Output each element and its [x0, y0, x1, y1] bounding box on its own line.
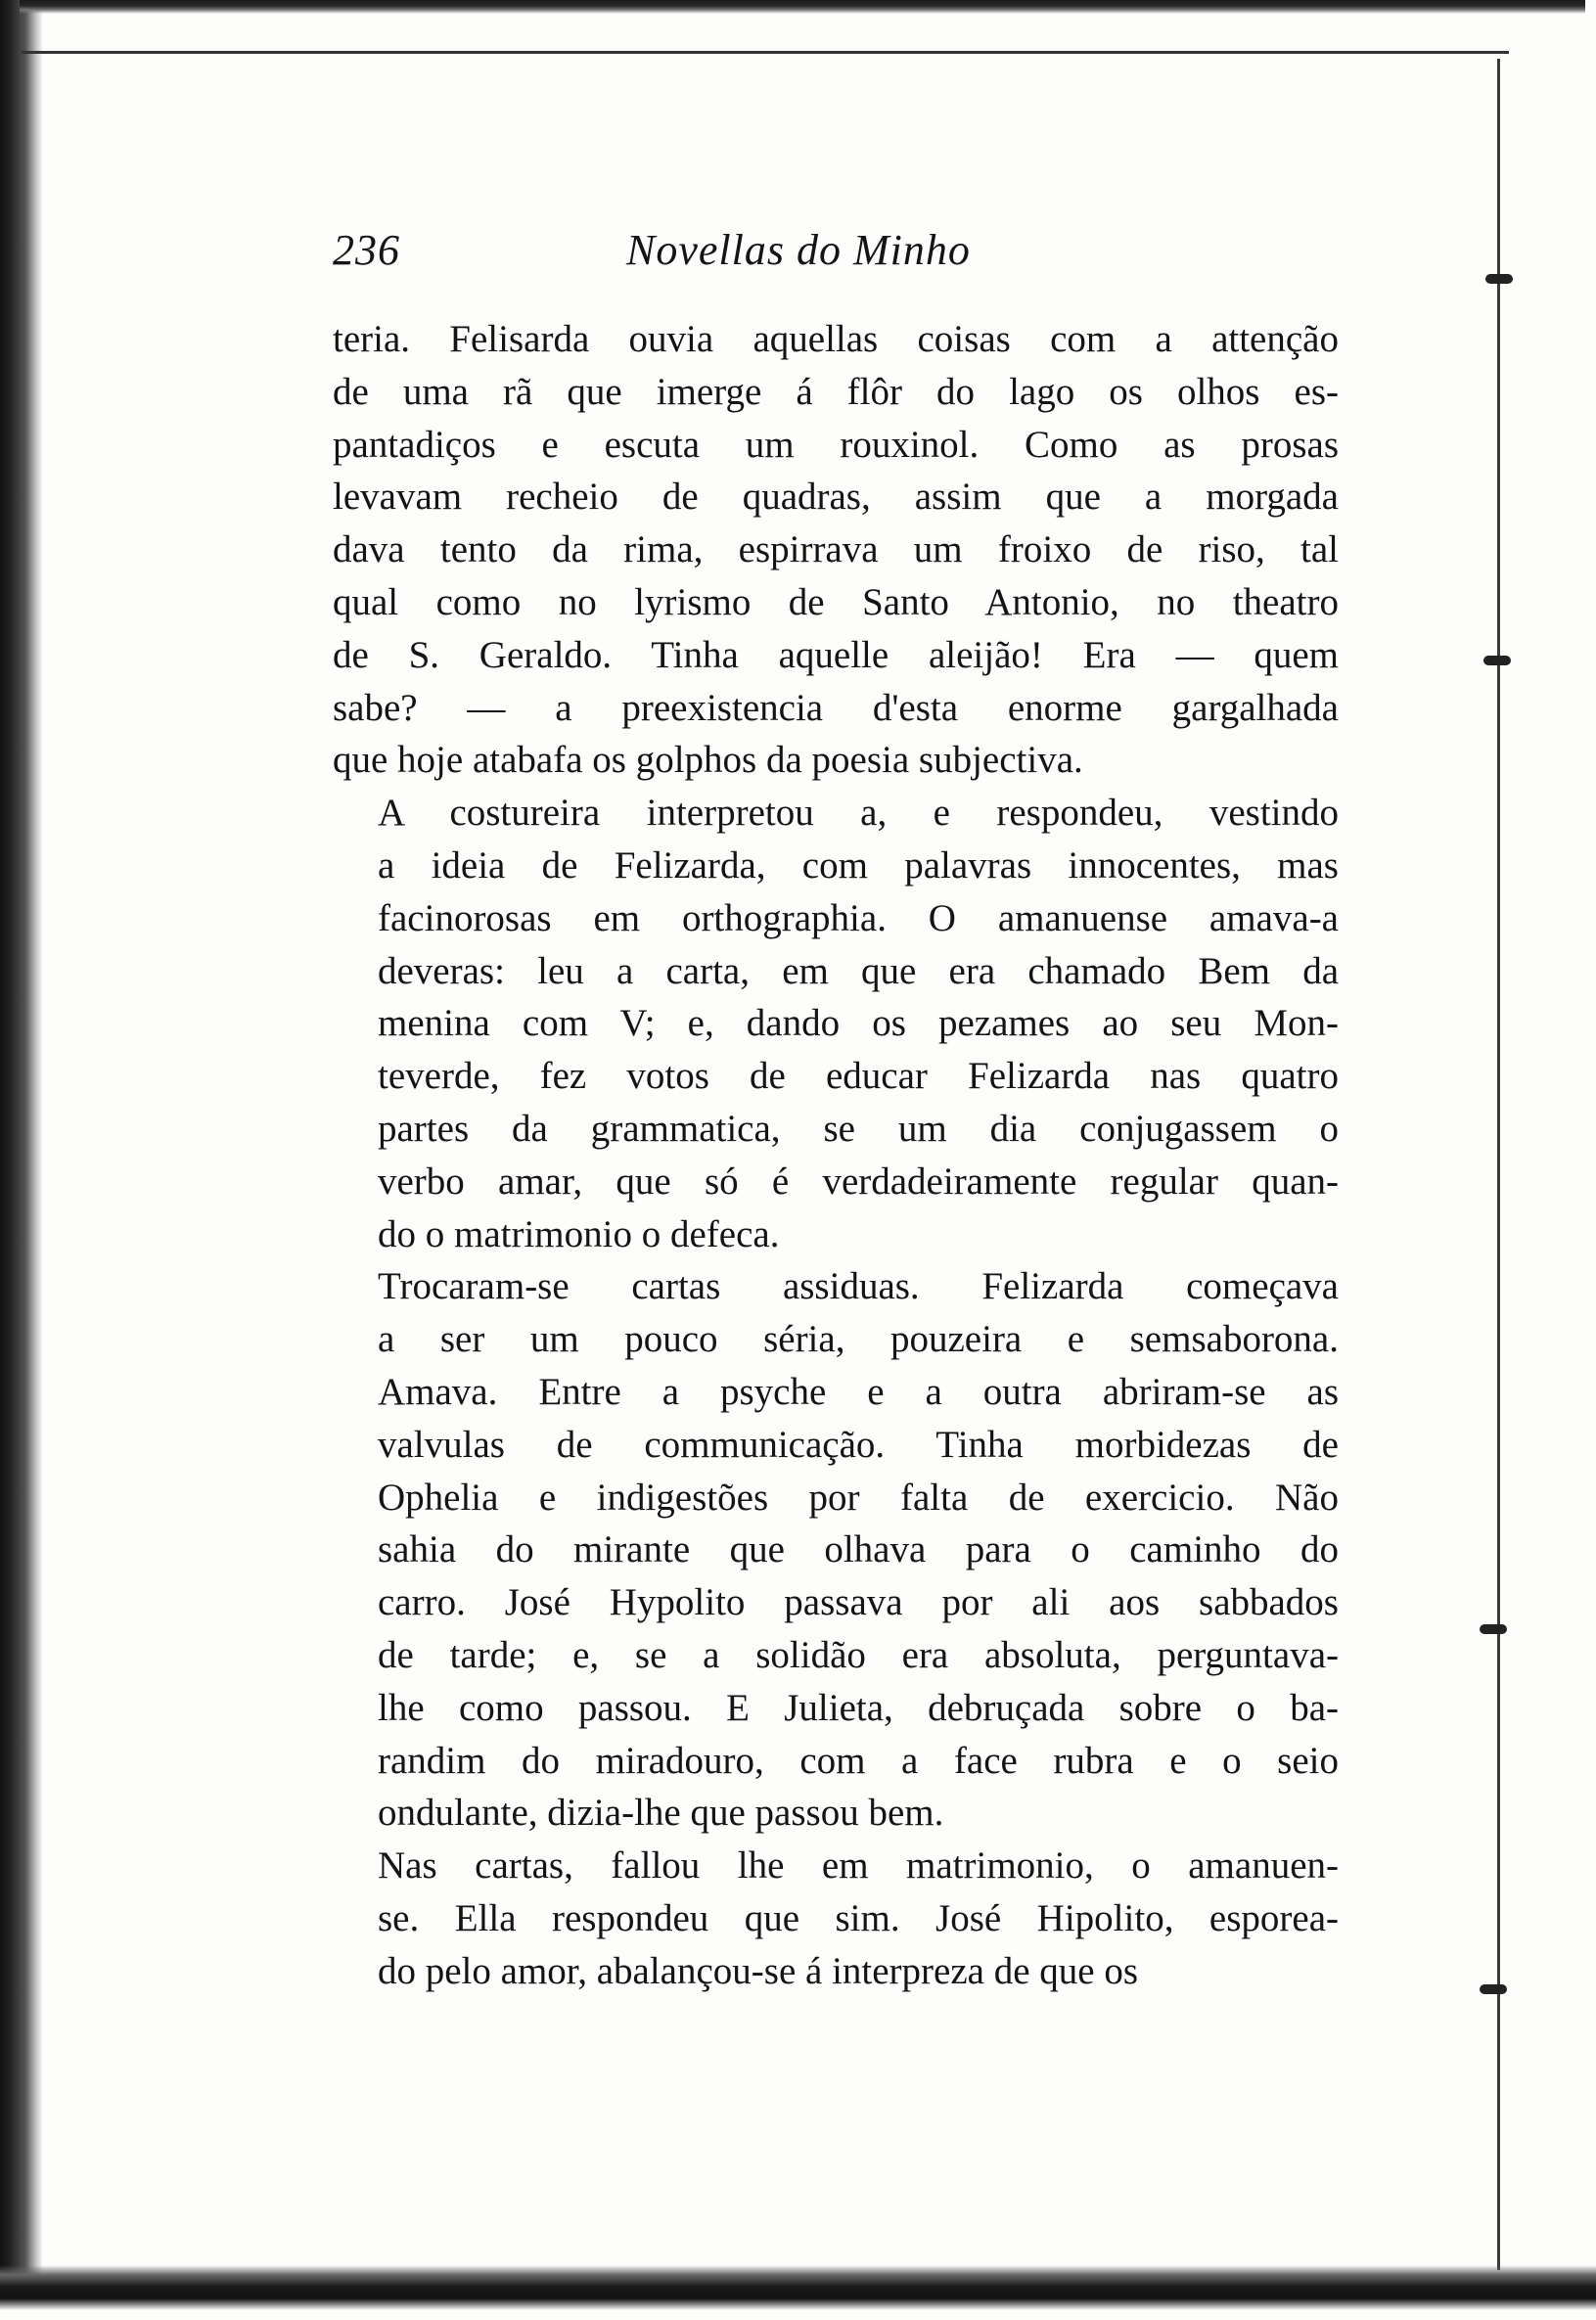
text-line: Nas cartas, fallou lhe em matrimonio, o amanuen- [378, 1844, 1339, 1888]
text-line: facinorosas em orthographia. O amanuense amava-a [378, 896, 1339, 939]
running-head [333, 225, 1350, 284]
scan-right-mark [1480, 1624, 1507, 1634]
paragraph [333, 313, 1339, 787]
text-line: carro. José Hypolito passava por ali aos sabbados [378, 1581, 1339, 1624]
text-line: teria. Felisarda ouvia aquellas coisas com a attenção [333, 318, 1339, 360]
scan-left-edge [0, 0, 43, 2320]
text-line: A costureira interpretou a, e respondeu, vestindo [378, 792, 1339, 835]
text-line: Amava. Entre a psyche e a outra abriram-se as [378, 1370, 1339, 1413]
body-text [333, 313, 1339, 1998]
text-line: Trocaram-se cartas assiduas. Felizarda começava [378, 1265, 1339, 1308]
scan-right-mark [1485, 274, 1513, 284]
text-line: de uma rã que imerge á flôr do lago os olhos es- [333, 370, 1339, 413]
text-line: teverde, fez votos de educar Felizarda nas quatro [378, 1055, 1339, 1098]
text-line: deveras: leu a carta, em que era chamado Bem da [378, 949, 1339, 992]
text-line: do o matrimonio o defeca. [378, 1212, 780, 1255]
text-line: de S. Geraldo. Tinha aquelle aleijão! Era — quem [333, 633, 1339, 676]
paragraph [333, 1260, 1339, 1840]
text-line: a ser um pouco séria, pouzeira e semsaborona. [378, 1318, 1339, 1361]
text-line: de tarde; e, se a solidão era absoluta, perguntava- [378, 1633, 1339, 1676]
page-number: 236 [333, 226, 400, 274]
scan-right-mark [1483, 656, 1511, 665]
text-line: randim do miradouro, com a face rubra e o seio [378, 1739, 1339, 1782]
text-line: sabe? — a preexistencia d'esta enorme gargalhada [333, 686, 1339, 729]
text-line: a ideia de Felizarda, com palavras innocentes, mas [378, 843, 1339, 887]
text-line: menina com V; e, dando os pezames ao seu Mon- [378, 1002, 1339, 1045]
text-line: ondulante, dizia-lhe que passou bem. [378, 1792, 944, 1835]
scan-top-rule [22, 51, 1509, 54]
text-line: partes da grammatica, se um dia conjugassem o [378, 1107, 1339, 1150]
text-line: Ophelia e indigestões por falta de exercicio. Não [378, 1476, 1339, 1519]
scan-top-edge [20, 0, 1585, 14]
scan-right-mark [1480, 1984, 1507, 1994]
text-line: do pelo amor, abalançou-se á interpreza de que os [378, 1949, 1139, 1992]
text-line: valvulas de communicação. Tinha morbidezas de [378, 1423, 1339, 1466]
text-line: levavam recheio de quadras, assim que a morgada [333, 476, 1339, 519]
scan-bottom-edge [0, 2265, 1596, 2320]
scan-right-edge [1497, 59, 1509, 2270]
text-line: verbo amar, que só é verdadeiramente regular quan- [378, 1160, 1339, 1203]
paragraph [333, 1840, 1339, 1997]
text-line: pantadiços e escuta um rouxinol. Como as prosas [333, 423, 1339, 466]
text-line: qual como no lyrismo de Santo Antonio, no theatro [333, 580, 1339, 623]
text-line: sahia do mirante que olhava para o caminho do [378, 1528, 1339, 1571]
text-line: dava tento da rima, espirrava um froixo de riso, tal [333, 528, 1339, 571]
text-line: se. Ella respondeu que sim. José Hipolito, esporea- [378, 1896, 1339, 1939]
book-title: Novellas do Minho [626, 226, 971, 274]
text-line: que hoje atabafa os golphos da poesia subjectiva. [333, 739, 1083, 782]
paragraph [333, 787, 1339, 1260]
text-line: lhe como passou. E Julieta, debruçada sobre o ba- [378, 1686, 1339, 1729]
